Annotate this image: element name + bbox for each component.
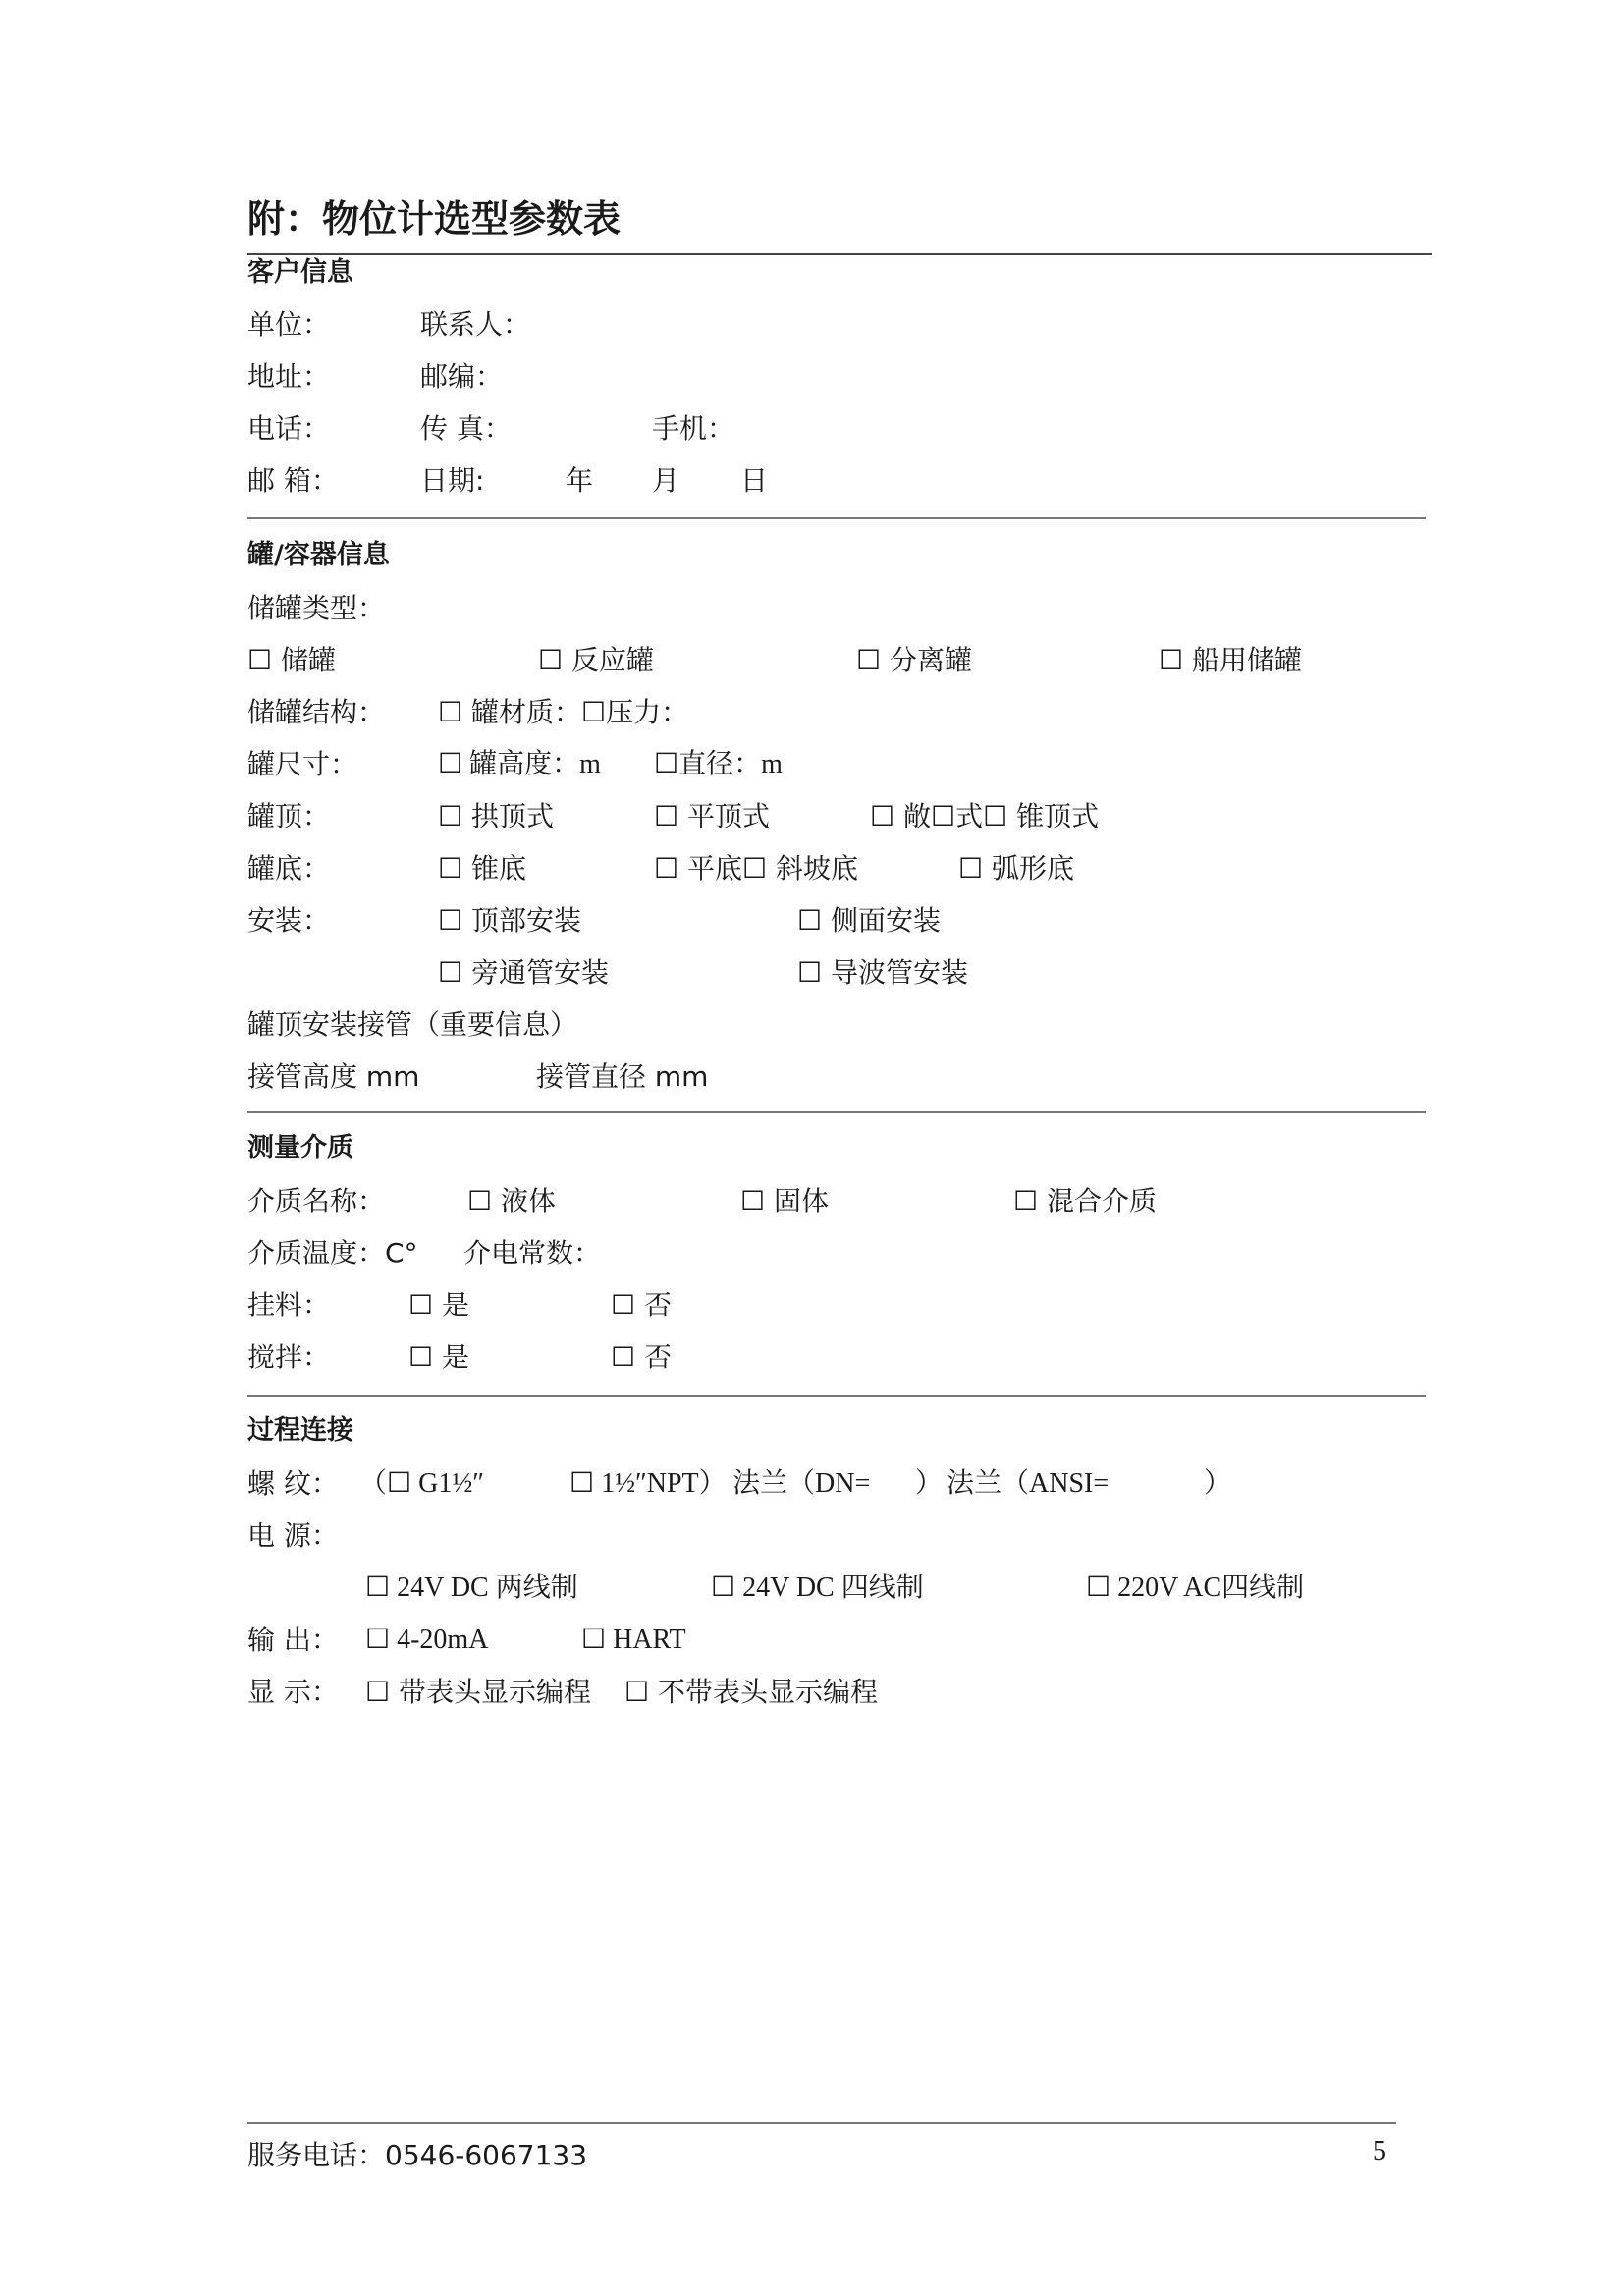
checkbox-mixed-medium[interactable]: ☐ 混合介质 <box>1013 1185 1158 1217</box>
page-number: 5 <box>1373 2136 1386 2166</box>
checkbox-side-mount[interactable]: ☐ 侧面安装 <box>797 904 942 936</box>
label-power: 电 源： <box>247 1520 339 1552</box>
label-medium-name: 介质名称： <box>247 1185 386 1217</box>
label-month: 月 <box>652 464 680 497</box>
checkbox-arch-top[interactable]: ☐ 拱顶式 <box>438 800 555 832</box>
title-rule <box>247 253 1432 255</box>
label-dielectric-constant: 介电常数： <box>463 1237 602 1269</box>
label-fax: 传 真： <box>420 412 512 445</box>
label-year: 年 <box>566 464 594 497</box>
footer-service-phone: 服务电话：0546-6067133 <box>247 2139 588 2171</box>
checkbox-tank-diameter[interactable]: ☐直径：m <box>654 749 783 779</box>
checkbox-output-hart[interactable]: ☐ HART <box>581 1625 686 1655</box>
label-hanging: 挂料： <box>247 1289 331 1321</box>
label-thread: 螺 纹： <box>247 1468 339 1500</box>
section-divider <box>247 517 1426 519</box>
label-postcode: 邮编： <box>420 360 504 393</box>
page-title: 附：物位计选型参数表 <box>247 197 622 240</box>
label-tank-top: 罐顶： <box>247 800 331 832</box>
checkbox-reaction-tank[interactable]: ☐ 反应罐 <box>538 644 655 676</box>
label-medium-temperature: 介质温度：C° <box>247 1237 418 1269</box>
section-divider <box>247 1111 1426 1113</box>
checkbox-stirring-yes[interactable]: ☐ 是 <box>408 1341 470 1373</box>
checkbox-open-cone-top[interactable]: ☐ 敞☐式☐ 锥顶式 <box>870 800 1100 832</box>
checkbox-flat-slope-bottom[interactable]: ☐ 平底☐ 斜坡底 <box>654 852 859 884</box>
section-heading-customer: 客户信息 <box>247 257 353 288</box>
label-flange-dn: 法兰（DN= <box>732 1468 871 1499</box>
checkbox-24v-4wire[interactable]: ☐ 24V DC 四线制 <box>711 1573 924 1603</box>
label-display: 显 示： <box>247 1676 339 1708</box>
section-heading-process: 过程连接 <box>247 1415 353 1446</box>
checkbox-hanging-no[interactable]: ☐ 否 <box>611 1289 673 1321</box>
checkbox-marine-tank[interactable]: ☐ 船用储罐 <box>1159 644 1303 676</box>
checkbox-tank-height[interactable]: ☐ 罐高度：m <box>438 749 601 779</box>
label-day: 日 <box>740 464 769 497</box>
label-tank-structure: 储罐结构： <box>247 696 386 728</box>
label-installation: 安装： <box>247 904 331 936</box>
checkbox-flat-top[interactable]: ☐ 平顶式 <box>654 800 771 832</box>
checkbox-display-without-meter[interactable]: ☐ 不带表头显示编程 <box>624 1676 879 1708</box>
checkbox-storage-tank[interactable]: ☐ 储罐 <box>247 644 337 676</box>
label-flange-ansi-close: ） <box>1204 1468 1232 1499</box>
label-address: 地址： <box>247 360 331 393</box>
label-tank-type: 储罐类型： <box>247 592 386 624</box>
label-flange-ansi: 法兰（ANSI= <box>947 1468 1110 1499</box>
checkbox-thread-npt[interactable]: ☐ 1½″NPT） <box>569 1468 727 1499</box>
checkbox-220v-4wire[interactable]: ☐ 220V AC四线制 <box>1086 1573 1305 1603</box>
label-flange-dn-close: ） <box>915 1468 944 1499</box>
checkbox-thread-g[interactable]: （☐ G1½″ <box>359 1468 484 1499</box>
checkbox-display-with-meter[interactable]: ☐ 带表头显示编程 <box>365 1676 592 1708</box>
checkbox-solid[interactable]: ☐ 固体 <box>740 1185 830 1217</box>
checkbox-output-4-20ma[interactable]: ☐ 4-20mA <box>365 1625 489 1655</box>
checkbox-tank-material-pressure[interactable]: ☐ 罐材质：☐压力： <box>438 696 689 728</box>
checkbox-cone-bottom[interactable]: ☐ 锥底 <box>438 852 527 884</box>
label-contact: 联系人： <box>420 308 531 341</box>
label-tank-size: 罐尺寸： <box>247 748 358 780</box>
label-email: 邮 箱： <box>247 464 339 497</box>
label-date: 日期: <box>420 464 485 497</box>
section-heading-medium: 测量介质 <box>247 1133 353 1163</box>
checkbox-liquid[interactable]: ☐ 液体 <box>467 1185 557 1217</box>
label-nozzle-diameter: 接管直径 mm <box>536 1060 709 1093</box>
label-unit: 单位： <box>247 308 331 341</box>
label-mobile: 手机： <box>652 412 735 445</box>
label-nozzle-height: 接管高度 mm <box>247 1060 420 1093</box>
checkbox-hanging-yes[interactable]: ☐ 是 <box>408 1289 470 1321</box>
label-output: 输 出： <box>247 1624 339 1656</box>
checkbox-stirring-no[interactable]: ☐ 否 <box>611 1341 673 1373</box>
footer-rule <box>247 2122 1396 2124</box>
checkbox-arc-bottom[interactable]: ☐ 弧形底 <box>958 852 1075 884</box>
checkbox-stillwell-mount[interactable]: ☐ 导波管安装 <box>797 956 969 988</box>
nozzle-note: 罐顶安装接管（重要信息） <box>247 1008 578 1041</box>
label-tank-bottom: 罐底： <box>247 852 331 884</box>
label-phone: 电话： <box>247 412 331 445</box>
checkbox-top-mount[interactable]: ☐ 顶部安装 <box>438 904 582 936</box>
checkbox-bypass-mount[interactable]: ☐ 旁通管安装 <box>438 956 610 988</box>
section-heading-tank: 罐/容器信息 <box>247 540 390 570</box>
checkbox-separation-tank[interactable]: ☐ 分离罐 <box>856 644 973 676</box>
section-divider <box>247 1395 1426 1397</box>
checkbox-24v-2wire[interactable]: ☐ 24V DC 两线制 <box>365 1573 578 1603</box>
label-stirring: 搅拌： <box>247 1341 331 1373</box>
